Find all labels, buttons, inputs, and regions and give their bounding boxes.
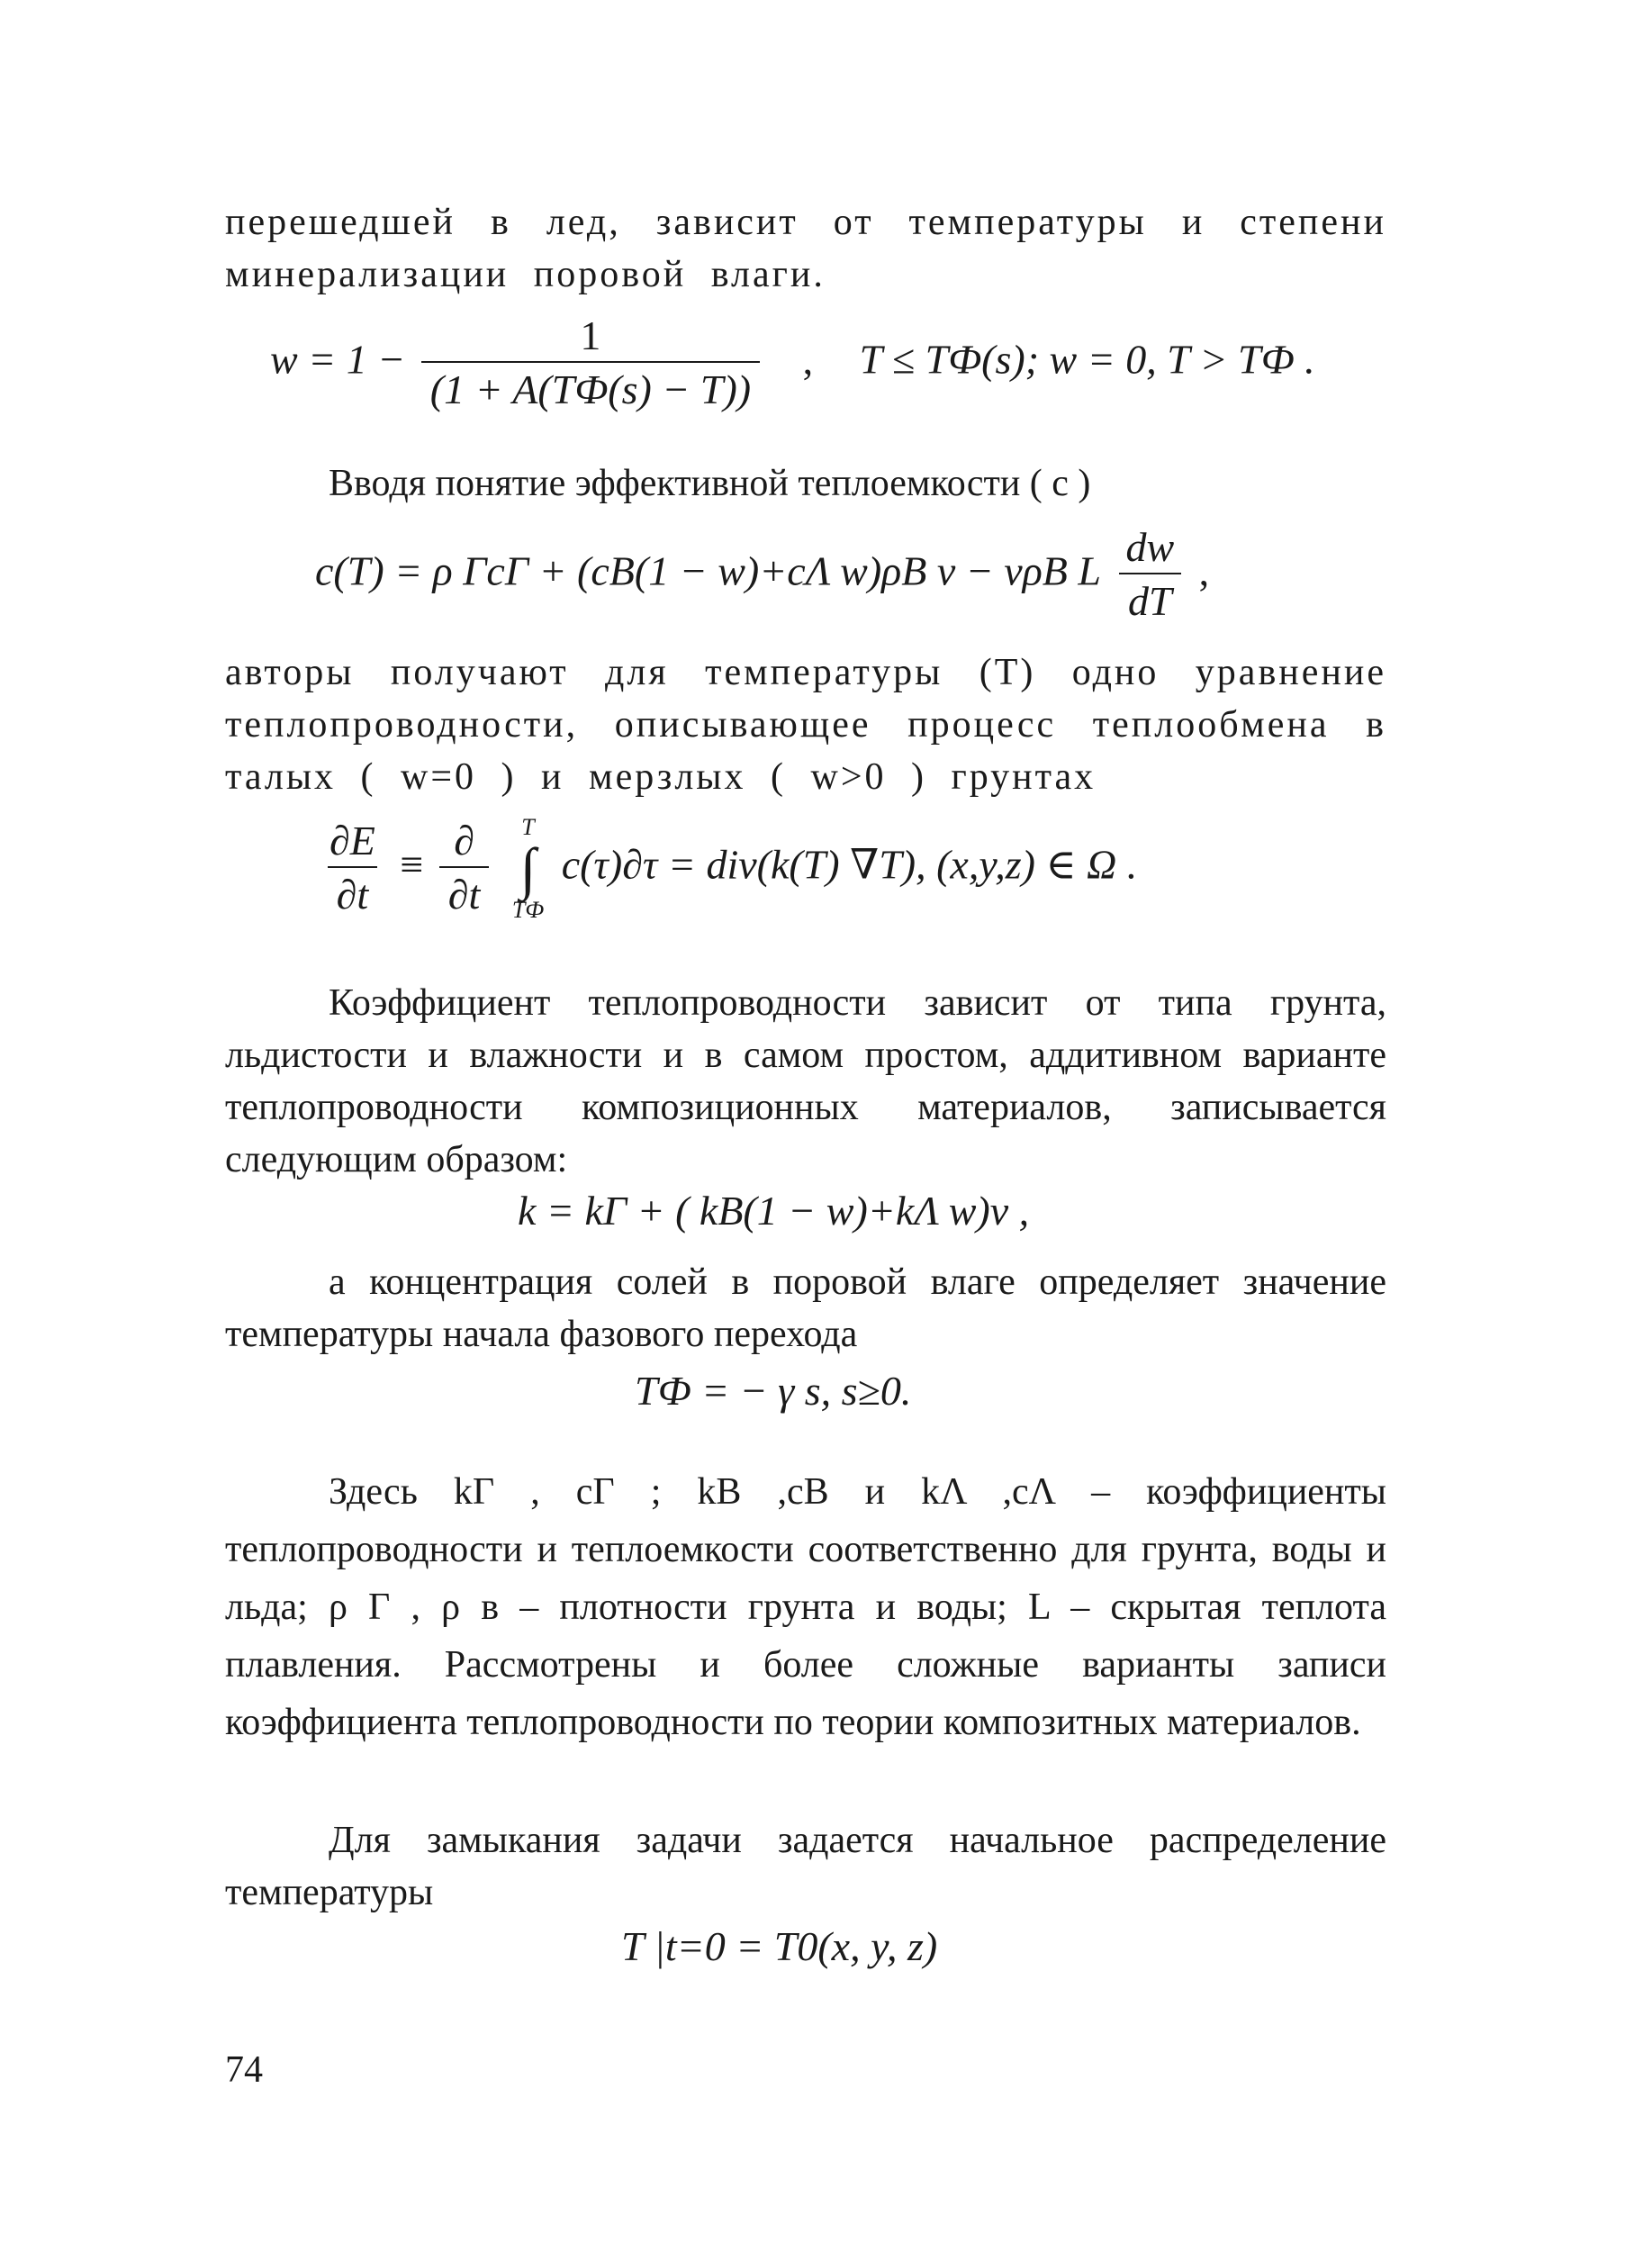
eq1-denominator: (1 + A(TФ(s) − T)) [421, 361, 760, 417]
paragraph-7: Для замыкания задачи задается начальное распределение температуры [225, 1820, 1386, 1913]
eq3-f1-num: ∂E [329, 818, 375, 863]
eq3-rhs: c(τ)∂τ = div(k(T) ∇T), (x,y,z) ∈ Ω . [561, 841, 1138, 888]
eq3-fraction-d [439, 816, 490, 922]
eq3-upper-limit: T [521, 814, 535, 840]
equation-water-content [270, 311, 1315, 417]
eq1-lhs: w = 1 − [270, 336, 406, 383]
eq1-condition: T ≤ TФ(s); w = 0, T > TФ . [859, 336, 1315, 383]
eq2-fraction [1116, 522, 1183, 628]
paragraph-4: Коэффициент теплопроводности зависит от типа грунта, льдистости и влажности и в самом простом, аддитивном варианте теплопроводности композиционных материалов, записывается следующим образом: [225, 982, 1386, 1180]
eq2-numerator: dw [1125, 524, 1175, 570]
paragraph-5: а концентрация солей в поровой влаге определяет значение температуры начала фазового перехода [225, 1261, 1386, 1355]
integral-sign-icon: ∫ [519, 836, 537, 900]
eq3-f1-den: ∂t [328, 866, 378, 922]
paragraph-2: Вводя понятие эффективной теплоемкости ( c ) [329, 463, 1091, 504]
eq3-f2-num: ∂ [454, 818, 474, 863]
page-number: 74 [225, 2049, 263, 2091]
eq2-tail: , [1198, 547, 1210, 594]
eq3-equiv: ≡ [400, 841, 424, 888]
equation-heat-conduction [315, 815, 1137, 923]
equation-initial-condition: T |t=0 = T0(x, y, z) [621, 1923, 938, 1969]
equation-heat-capacity [315, 522, 1209, 628]
eq1-numerator: 1 [580, 312, 601, 358]
equation-phase-temperature: TФ = − γ s, s≥0. [635, 1368, 912, 1414]
equation-conductivity: k = kГ + ( kВ(1 − w)+kΛ w)ν , [518, 1188, 1030, 1234]
eq3-fraction-e [320, 816, 384, 922]
eq1-separator: , [802, 336, 814, 383]
eq3-integral [512, 815, 544, 923]
paragraph-3: авторы получают для температуры (T) одно уравнение теплопроводности, описывающее процесс теплообмена в талых ( w=0 ) и мерзлых ( w>0 ) грунтах [225, 652, 1386, 798]
eq3-lower-limit: TФ [511, 897, 545, 923]
eq1-fraction [421, 311, 760, 417]
eq3-f2-den: ∂t [439, 866, 490, 922]
eq2-denominator: dT [1119, 573, 1181, 628]
eq2-lhs: c(T) = ρ ГcГ + (cВ(1 − w)+cΛ w)ρВ ν − νρВ L [315, 547, 1101, 594]
paragraph-1: перешедшей в лед, зависит от температуры и степени минерализации поровой влаги. [225, 202, 1386, 295]
paragraph-6: Здесь kГ , cГ ; kВ ,cВ и kΛ ,cΛ – коэффициенты теплопроводности и теплоемкости соответственно для грунта, воды и льда; ρ Г , ρ в – плотности грунта и воды; L – скрытая теплота плавления. Рассмотрены и более сложные варианты записи коэффициента теплопроводности по теории композитных материалов. [225, 1471, 1386, 1743]
